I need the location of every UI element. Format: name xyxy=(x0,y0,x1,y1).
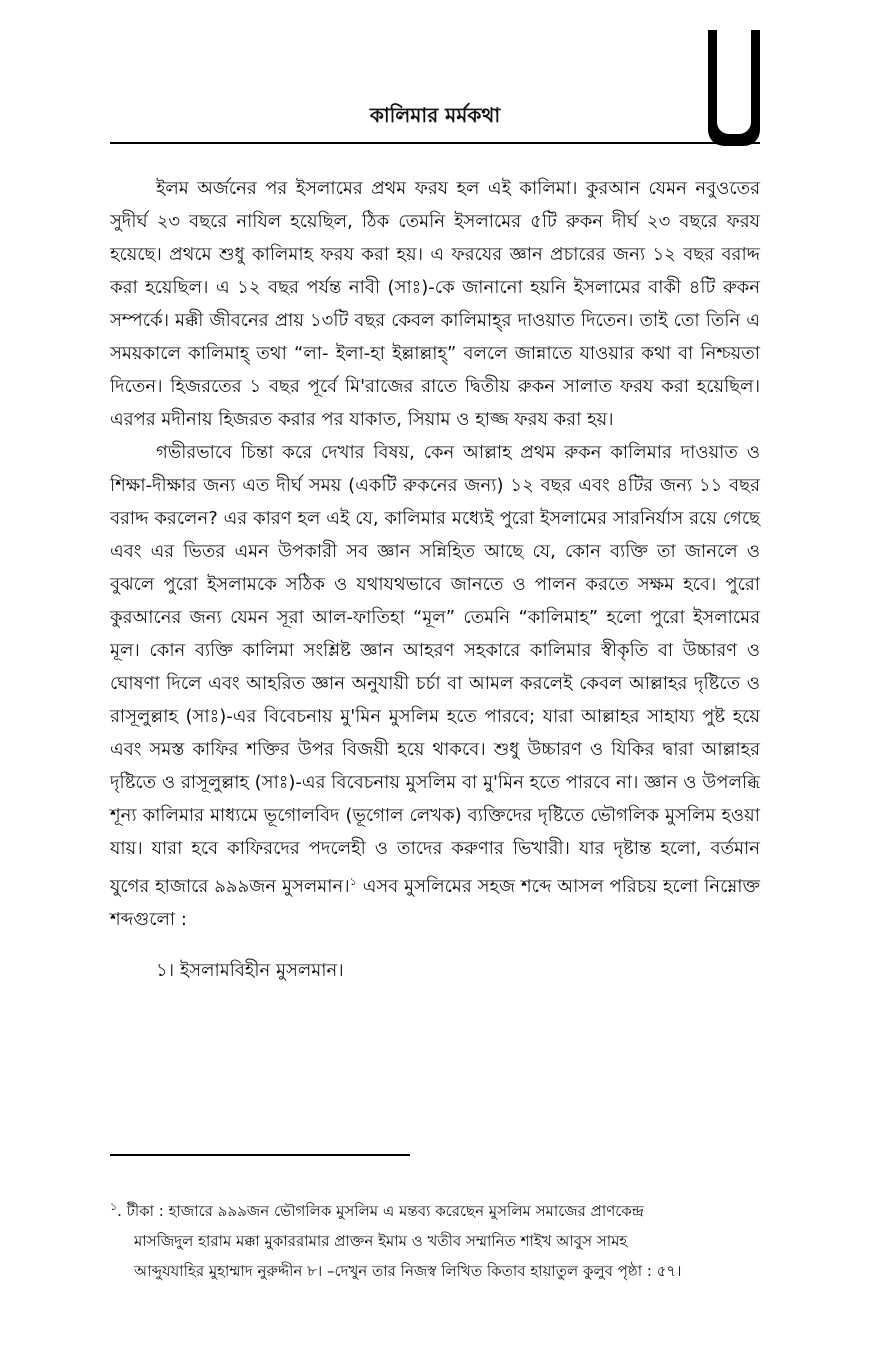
paragraph-2-text: গভীরভাবে চিন্তা করে দেখার বিষয়, কেন আল্লাহ প্রথম রুকন কালিমার দাওয়াত ও শিক্ষা-দীক্ষার জন্য এত দীর্ঘ সময় (একটি রুকনের জন্য) ১২ বছর এবং ৪টির জন্য ১১ বছর বরাদ্দ করলেন? এর কারণ হল এই যে, কালিমার মধ্যেই পুরো ইসলামের সারনির্যাস রয়ে গেছে এবং এর ভিতর এমন উপকারী সব জ্ঞান সন্নিহিত আছে যে, কোন ব্যক্তি তা জানলে ও বুঝলে পুরো ইসলামকে সঠিক ও যথাযথভাবে জানতে ও পালন করতে সক্ষম হবে। পুরো কুরআনের জন্য যেমন সূরা আল-ফাতিহা “মূল” তেমনি “কালিমাহ” হলো পুরো ইসলামের মূল। কোন ব্যক্তি কালিমা সংশ্লিষ্ট জ্ঞান আহরণ সহকারে কালিমার স্বীকৃতি বা উচ্চারণ ও ঘোষণা দিলে এবং আহরিত জ্ঞান অনুযায়ী চর্চা বা আমল করলেই কেবল আল্লাহর দৃষ্টিতে ও রাসূলুল্লাহ (সাঃ)-এর বিবেচনায় মু'মিন মুসলিম হতে পারবে; যারা আল্লাহর সাহায্য পুষ্ট হয়ে এবং সমস্ত কাফির শক্তির উপর বিজয়ী হয়ে থাকবে। শুধু উচ্চারণ ও যিকির দ্বারা আল্লাহর দৃষ্টিতে ও রাসূলুল্লাহ (সাঃ)-এর বিবেচনায় মুসলিম বা মু'মিন হতে পারবে না। জ্ঞান ও উপলব্ধি শূন্য কালিমার মাধ্যমে ভূগোলবিদ (ভূগোল লেখক) ব্যক্তিদের দৃষ্টিতে ভৌগলিক মুসলিম হওয়া যায়। যারা হবে কাফিরদের পদলেহী ও তাদের করুণার ভিখারী। যার দৃষ্টান্ত হলো, বর্তমান যুগের হাজারে ৯৯৯জন মুসলমান। xyxy=(110,442,760,897)
paragraph-2 xyxy=(110,436,760,936)
footnote xyxy=(110,1192,760,1286)
running-header-title: কালিমার মর্মকথা xyxy=(369,103,501,127)
header-rule xyxy=(110,142,760,144)
footnote-mark: ১ xyxy=(110,1200,118,1213)
footnote-line-1 xyxy=(110,1192,760,1226)
page-thumb-tab xyxy=(708,30,760,146)
footnote-line-2: মাসজিদুল হারাম মক্কা মুকাররামার প্রাক্তন ইমাম ও খতীব সম্মানিত শাইখ আবুস সামহ xyxy=(134,1232,628,1250)
footnote-reference[interactable]: ১ xyxy=(349,875,357,888)
list-item: ১। ইসলামবিহীন মুসলমান। xyxy=(156,960,344,981)
paragraph-1: ইলম অর্জনের পর ইসলামের প্রথম ফরয হল এই কালিমা। কুরআন যেমন নবুওতের সুদীর্ঘ ২৩ বছরে নাযিল হয়েছিল, ঠিক তেমনি ইসলামের ৫টি রুকন দীর্ঘ ২৩ বছরে ফরয হয়েছে। প্রথমে শুধু কালিমাহ ফরয করা হয়। এ ফরযের জ্ঞান প্রচারের জন্য ১২ বছর বরাদ্দ করা হয়েছিল। এ ১২ বছর পর্যন্ত নাবী (সাঃ)-কে জানানো হয়নি ইসলামের বাকী ৪টি রুকন সম্পর্কে। মক্কী জীবনের প্রায় ১৩টি বছর কেবল কালিমাহ্‌র দাওয়াত দিতেন। তাই তো তিনি এ সময়কালে কালিমাহ্‌ তথা “লা- ইলা-হা ইল্লাল্লাহ্‌” বললে জান্নাতে যাওয়ার কথা বা নিশ্চয়তা দিতেন। হিজরতের ১ বছর পূর্বে মি'রাজের রাতে দ্বিতীয় রুকন সালাত ফরয করা হয়েছিল। এরপর মদীনায় হিজরত করার পর যাকাত, সিয়াম ও হাজ্জ ফরয করা হয়। xyxy=(110,178,760,430)
footnote-text-1: . টীকা : হাজারে ৯৯৯জন ভৌগলিক মুসলিম এ মন্তব্য করেছেন মুসলিম সমাজের প্রাণকেন্দ্র xyxy=(117,1202,644,1220)
paragraph-2-tail: এসব মুসলিমের সহজ শব্দে আসল পরিচয় হলো নিম্নোক্ত শব্দগুলো : xyxy=(110,876,760,930)
footnote-line-3: আব্দুযযাহির মুহাম্মাদ নুরুদ্দীন ৮। –দেখুন তার নিজস্ব লিখিত কিতাব হায়াতুল কুলুব পৃষ্ঠা : ৫৭। xyxy=(134,1262,682,1280)
footnote-rule xyxy=(110,1154,410,1156)
body-text xyxy=(110,172,760,987)
